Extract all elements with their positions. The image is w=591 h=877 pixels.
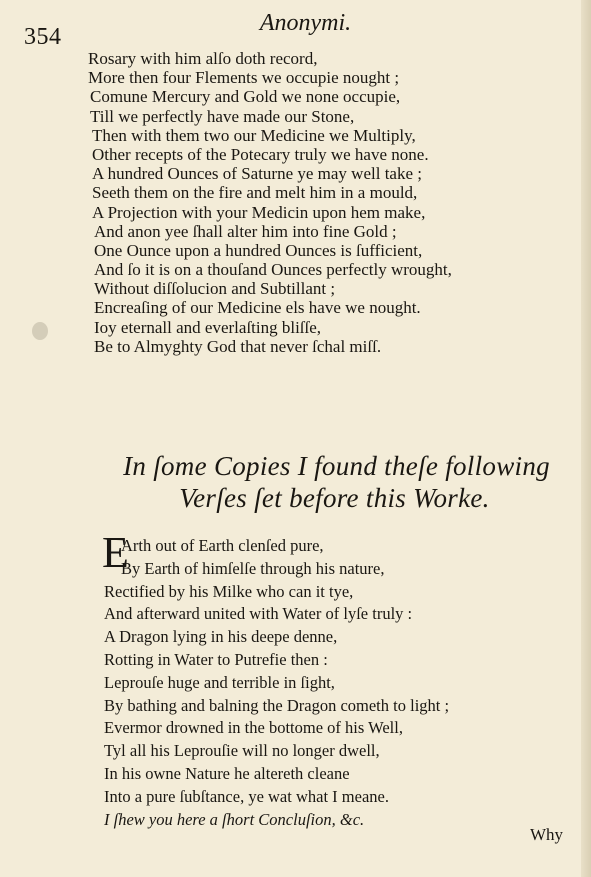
verses (104, 535, 449, 831)
poem-line: Till we perfectly have made our Stone, (90, 106, 355, 126)
verse-line: A Dragon lying in his deepe denne, (104, 627, 338, 647)
page-edge (581, 0, 591, 877)
poem-line: Seeth them on the fire and melt him in a mould, (92, 183, 418, 203)
verse-line: In his owne Nature he altereth cleane (104, 763, 350, 783)
verse-line: By Earth of himſelſe through his nature, (121, 558, 385, 578)
verse-line: And afterward united with Water of lyſe truly : (104, 604, 413, 624)
poem-line: More then four Flements we occupie nought ; (88, 68, 400, 88)
drop-cap: E (102, 528, 129, 577)
poem-line: Without diſſolucion and Subtillant ; (94, 279, 336, 299)
poem-line: Ioy eternall and everlaſting bliſſe, (94, 317, 322, 337)
poem-line: Encreaſing of our Medicine els have we nought. (94, 298, 421, 318)
verse-line: I ſhew you here a ſhort Concluſion, &c. (104, 809, 365, 829)
verse-line: Rotting in Water to Putrefie then : (104, 649, 328, 669)
section-heading-line-2: Verſes ſet before this Worke. (179, 483, 490, 513)
poem-line: Then with them two our Medicine we Multiply, (92, 125, 416, 145)
verse-line: Into a pure ſubſtance, ye wat what I meane. (104, 786, 389, 806)
poem-line: One Ounce upon a hundred Ounces is ſufficient, (94, 240, 423, 260)
poem-line: A hundred Ounces of Saturne ye may well take ; (92, 164, 422, 184)
verse-line: Rectified by his Milke who can it tye, (104, 581, 354, 601)
catchword: Why (530, 825, 564, 844)
poem-line: Be to Almyghty God that never ſchal miſſ. (94, 336, 382, 356)
poem-line: Other recepts of the Potecary truly we have none. (92, 144, 429, 164)
verse-line: Arth out of Earth clenſed pure, (121, 536, 324, 555)
verse-line: Tyl all his Leprouſie will no longer dwell, (104, 741, 380, 761)
poem-line: Comune Mercury and Gold we none occupie, (90, 87, 401, 107)
poem-line: A Projection with your Medicin upon hem make, (92, 202, 426, 222)
running-head: Anonymi. (259, 10, 352, 36)
poem-line: And anon yee ſhall alter him into fine Gold ; (94, 221, 397, 241)
verse-line: By bathing and balning the Dragon cometh to light ; (104, 695, 450, 715)
verse-line: Leprouſe huge and terrible in ſight, (104, 672, 335, 692)
section-heading-line-1: In ſome Copies I found theſe following (123, 451, 550, 481)
verse-line: Evermor drowned in the bottome of his Well, (104, 718, 403, 738)
page-number: 354 (24, 24, 62, 50)
poem-line: Rosary with him alſo doth record, (88, 49, 318, 68)
poem (88, 49, 452, 356)
poem-line: And ſo it is on a thouſand Ounces perfectly wrought, (94, 260, 452, 280)
paper-stain (32, 322, 48, 340)
